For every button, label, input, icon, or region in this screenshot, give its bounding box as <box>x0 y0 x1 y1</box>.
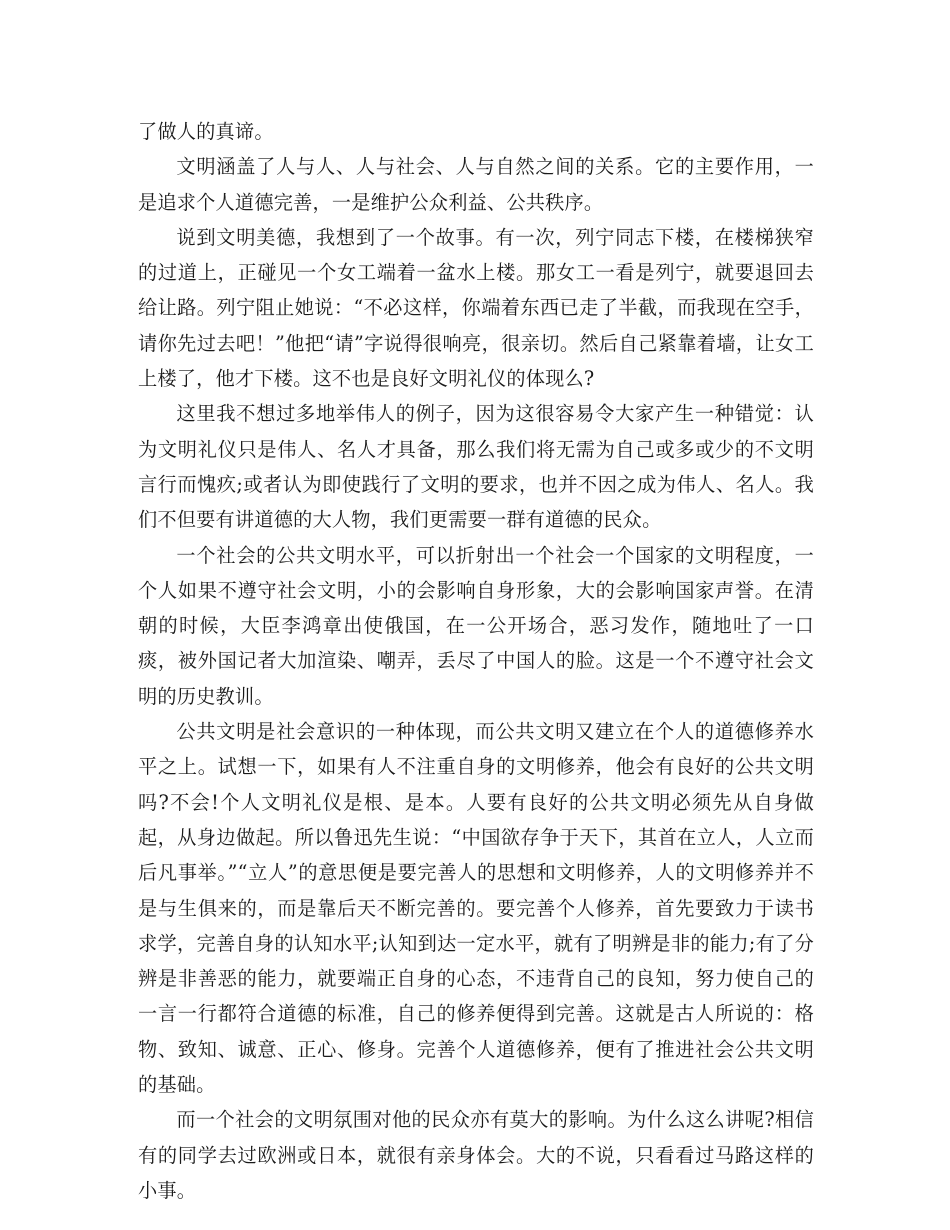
paragraph-public-civility: 一个社会的公共文明水平，可以折射出一个社会一个国家的文明程度，一个人如果不遵守社会文明，小的会影响自身形象，大的会影响国家声誉。在清朝的时候，大臣李鸿章出使俄国，在一公开场合，恶习发作，随地吐了一口痰，被外国记者大加渲染、嘲弄，丢尽了中国人的脸。这是一个不遵守社会文明的历史教训。 <box>138 543 814 708</box>
paragraph-lenin-story: 说到文明美德，我想到了一个故事。有一次，列宁同志下楼，在楼梯狭窄的过道上，正碰见一个女工端着一盆水上楼。那女工一看是列宁，就要退回去给让路。列宁阻止她说：“不必这样，你端着东西已走了半截，而我现在空手，请你先过去吧！”他把“请”字说得很响亮，很亲切。然后自己紧靠着墙，让女工上楼了，他才下楼。这不也是良好文明礼仪的体现么? <box>138 225 814 391</box>
paragraph-great-men: 这里我不想过多地举伟人的例子，因为这很容易令大家产生一种错觉：认为文明礼仪只是伟人、名人才具备，那么我们将无需为自己或多或少的不文明言行而愧疚;或者认为即使践行了文明的要求，也并不因之成为伟人、名人。我们不但要有讲道德的大人物，我们更需要一群有道德的民众。 <box>138 402 814 532</box>
essay-body <box>138 114 814 1208</box>
paragraph-continued: 了做人的真谛。 <box>138 120 274 143</box>
paragraph-personal-cultivation: 公共文明是社会意识的一种体现，而公共文明又建立在个人的道德修养水平之上。试想一下，如果有人不注重自身的文明修养，他会有良好的公共文明吗?不会!个人文明礼仪是根、是本。人要有良好的公共文明必须先从自身做起，从身边做起。所以鲁迅先生说：“中国欲存争于天下，其首在立人，人立而后凡事举。”“立人”的意思便是要完善人的思想和文明修养，人的文明修养并不是与生俱来的，而是靠后天不断完善的。要完善个人修养，首先要致力于读书求学，完善自身的认知水平;认知到达一定水平，就有了明辨是非的能力;有了分辨是非善恶的能力，就要端正自身的心态，不违背自己的良知，努力使自己的一言一行都符合道德的标准，自己的修养便得到完善。这就是古人所说的：格物、致知、诚意、正心、修身。完善个人道德修养，便有了推进社会公共文明的基础。 <box>138 720 814 1097</box>
paragraph-civilization-scope: 文明涵盖了人与人、人与社会、人与自然之间的关系。它的主要作用，一是追求个人道德完善，一是维护公众利益、公共秩序。 <box>138 155 814 214</box>
paragraph-social-atmosphere: 而一个社会的文明氛围对他的民众亦有莫大的影响。为什么这么讲呢?相信有的同学去过欧洲或日本，就很有亲身体会。大的不说，只看看过马路这样的小事。 <box>138 1108 814 1202</box>
